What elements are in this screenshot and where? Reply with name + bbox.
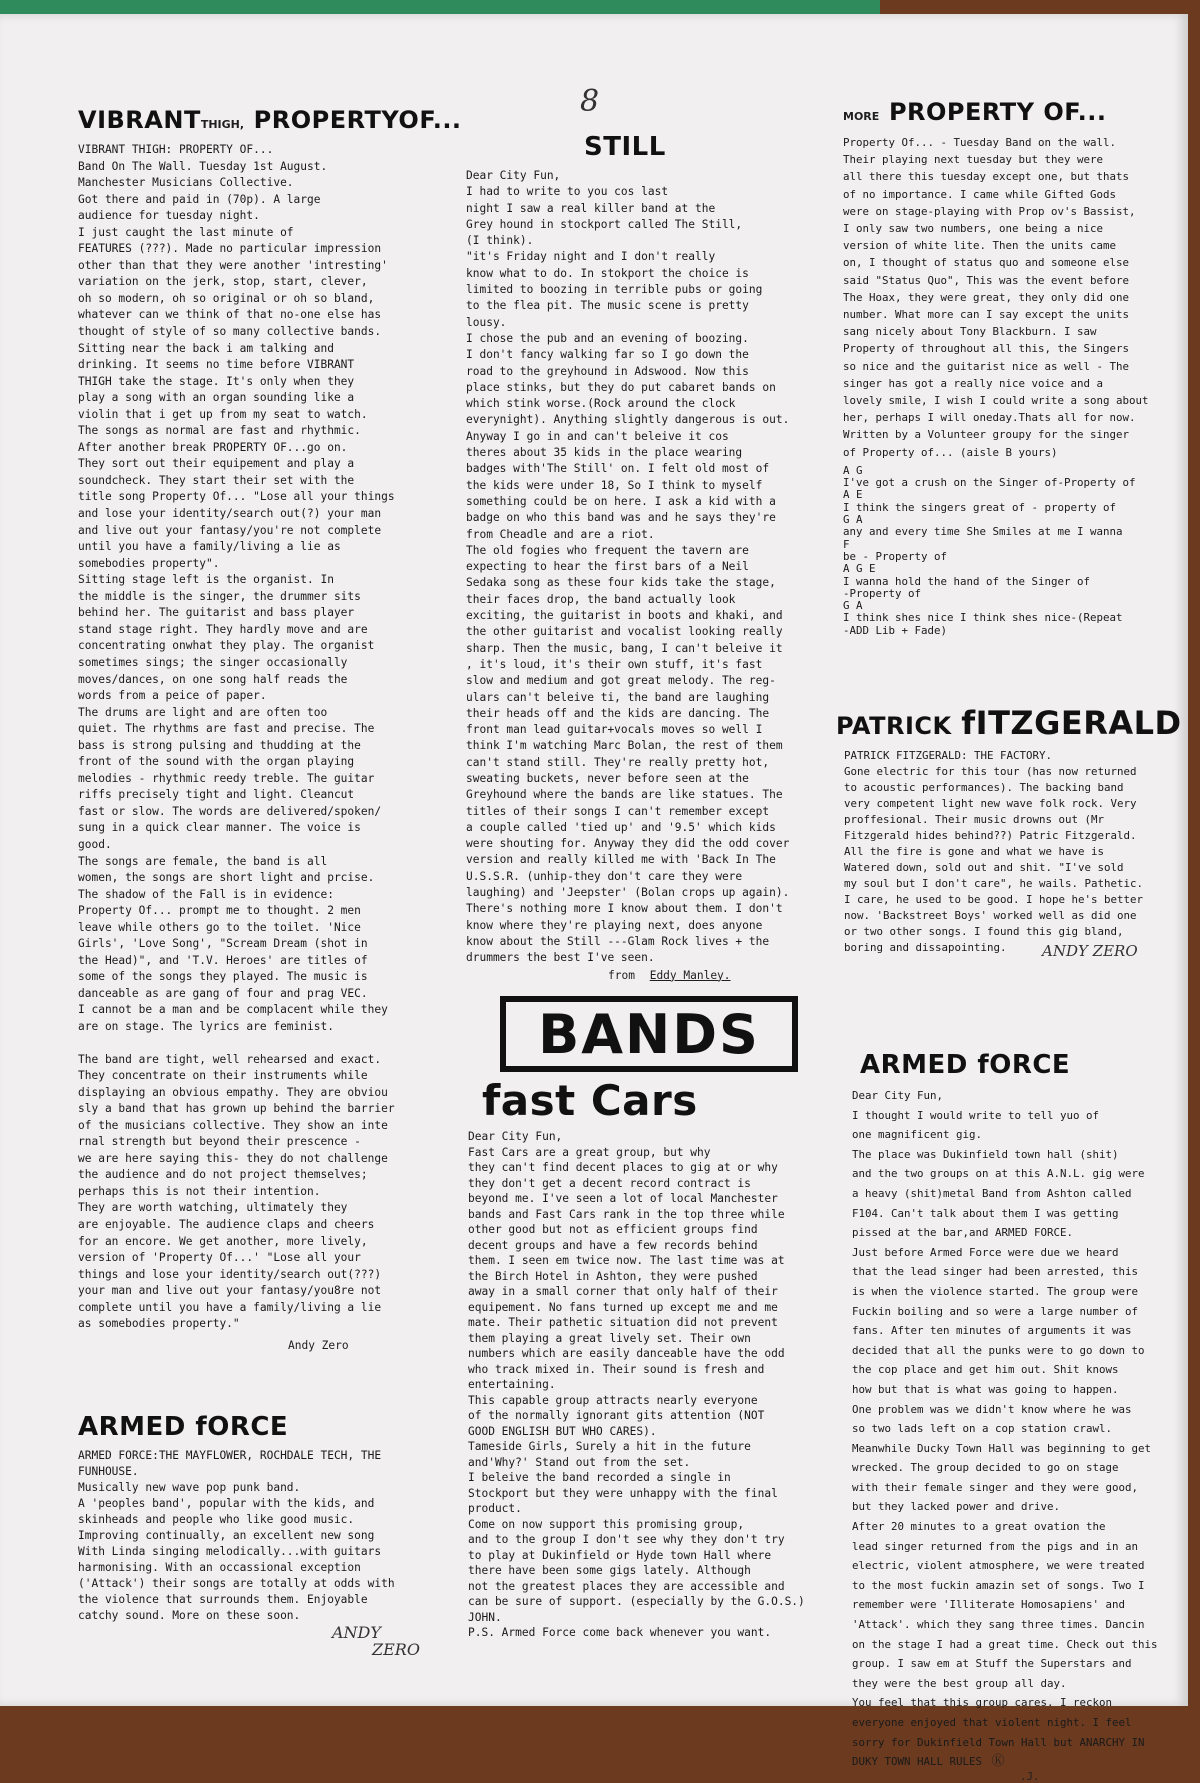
patrick-signature: ANDY ZERO [1042, 942, 1138, 960]
armed-left-signature-2: ZERO [372, 1640, 420, 1659]
bands-banner-label: BANDS [538, 1002, 760, 1066]
still-author: Eddy Manley. [649, 968, 731, 982]
more-property-review [843, 98, 1188, 637]
armed-left-heading: ARMED fORCE [78, 1412, 289, 1442]
patrick-heading [836, 704, 1188, 742]
still-heading: STILL [584, 132, 666, 162]
page-number-handwritten: 8 [580, 84, 600, 119]
armed-right-signoff: .J. [1020, 1769, 1040, 1783]
more-property-body: Property Of... - Tuesday Band on the wall. Their playing next tuesday but they were all there this tuesday except one, but thats of no importance. I came while Gifted Gods were on stage-playing with Prop ov's Bassist, I only saw two numbers, one being a nice version of white lite. Then the units came on, I thought of status quo and someone else said "Status Quo", This was the event before The Hoax, they were great, they only did one number. What more can I say except the units sang nicely about Tony Blackburn. I saw Property of throughout all this, the Singers so nice and the guitarist nice as well - The singer has got a really nice voice and a lovely smile, I wish I could write a song about her, perhaps I will oneday.Thats all for now. Written by a Volunteer groupy for the singer of Property of... (aisle B yours) [843, 136, 1149, 459]
more-property-song: A G I've got a crush on the Singer of-Property of A E I think the singers great of - property of G A any and every time She Smiles at me I wanna F be - Property of A G E I wanna hold the hand of the Singer of -Property of G A I think shes nice I think shes nice-(Repeat -ADD Lib + Fade) [843, 463, 1136, 637]
fast-cars-heading: fast Cars [482, 1076, 698, 1125]
vibrant-heading [78, 106, 462, 134]
vibrant-heading-rest: PROPERTYOF... [253, 106, 462, 134]
vibrant-body: VIBRANT THIGH: PROPERTY OF... Band On The Wall. Tuesday 1st August. Manchester Musicians Collective. Got there and paid in (70p). A large audience for tuesday night. I just caught the last minute of FEATURES (???). Made no particular impression other than that they were another 'intresting' variation on the jerk, stop, start, clever, oh so modern, oh so original or oh so bland, whatever can we think of that no-one else has thought of style of so many collective bands. Sitting near the back i am talking and drinking. It seems no time before VIBRANT THIGH take the stage. It's only when they play a song with an organ sounding like a violin that i get up from my seat to watch. The songs as normal are fast and rhythmic. After another break PROPERTY OF...go on. They sort out their equipement and play a soundcheck. They start their set with the title song Property Of... "Lose all your things and lose your identity/search out(?) your man and live out your fantasy/you're not complete until you have a family/living a lie as somebodies property". Sitting stage left is the organist. In the middle is the singer, the drummer sits behind her. The guitarist and bass player stand stage right. They hardly move and are concentrating onwhat they play. The organist sometimes sings; the singer occasionally moves/dances, on one song half reads the words from a peice of paper. The drums are light and are often too quiet. The rhythms are fast and precise. The bass is strong pulsing and thudding at the front of the sound with the organ playing melodies - rhythmic reedy treble. The guitar riffs precisely tight and light. Cleancut fast or slow. The words are delivered/spoken/ sung in a quick clear manner. The voice is good. The songs are female, the band is all women, the songs are short light and prcise. The shadow of the Fall is in evidence: Property Of... prompt me to thought. 2 men leave while others go to the toilet. 'Nice Girls', 'Love Song', "Scream Dream (shot in the Head)", and 'T.V. Heroes' are titles of some of the songs they played. The music is danceable as are gang of four and prag VEC. I cannot be a man and be complacent while they are on stage. The lyrics are feminist. [78, 143, 395, 1033]
still-signoff [608, 969, 846, 982]
vibrant-body-2: The band are tight, well rehearsed and exact. They concentrate on their instruments while displaying an obvious empathy. They are obviou sly a band that has grown up behind the barrier of the musicians collective. They show an inte rnal strength but beyond their prescence - we are here saying this- they do not challenge the audience and do not project themselves; perhaps this is not their intention. They are worth watching, ultimately they are enjoyable. The audience claps and cheers for an encore. We get another, more lively, version of 'Property Of...' "Lose all your things and lose your identity/search out(???) your man and live out your fantasy/you8re not complete until you have a family/living a lie as somebodies property." [78, 1052, 395, 1331]
more-property-heading-small: MORE [843, 110, 880, 123]
armed-right-heading: ARMED fORCE [860, 1050, 1071, 1080]
still-review [466, 132, 846, 982]
bands-banner [500, 996, 798, 1072]
armed-right-body: Dear City Fun, I thought I would write to tell yuo of one magnificent gig. The place was Dukinfield town hall (shit) and the two groups on at this A.N.L. gig were a heavy (shit)metal Band from Ashton called F104. Can't talk about them I was getting pissed at the bar,and ARMED FORCE. Just before Armed Force were due we heard that the lead singer had been arrested, this is when the violence started. The group were Fuckin boiling and so were a large number of fans. After ten minutes of arguments it was decided that all the punks were to go down to the cop place and get him out. Shit knows how but that is what was going to happen. One problem was we didn't know where he was so two lads left on a cop station crawl. Meanwhile Ducky Town Hall was beginning to get wrecked. The group decided to go on stage with their female singer and they were good, but they lacked power and drive. After 20 minutes to a great ovation the lead singer returned from the pigs and in an electric, violent atmosphere, we were treated to the most fuckin amazin set of songs. Two I remember were 'Illiterate Homosapiens' and 'Attack'. which they sang three times. Dancin on the stage I had a great time. Check out this group. I saw em at Stuff the Superstars and they were the best group all day. You feel that this group cares. I reckon everyone enjoyed that violent night. I feel sorry for Dukinfield Town Hall but ANARCHY IN DUKY TOWN HALL RULES [852, 1089, 1158, 1769]
more-property-heading-main: PROPERTY OF... [888, 98, 1107, 126]
patrick-body: PATRICK FITZGERALD: THE FACTORY. Gone electric for this tour (has now returned to acoustic performances). The backing band very competent light new wave folk rock. Very proffesional. Their music drowns out (Mr Fitzgerald hides behind??) Patric Fitzgerald. All the fire is gone and what we have is Watered down, sold out and shit. "I've sold my soul but I don't care", he wails. Pathetic. I care, he used to be good. I hope he's better now. 'Backstreet Boys' worked well as did one or two other songs. I found this gig bland, boring and dissapointing. [844, 749, 1144, 954]
armed-right-symbol: Ⓚ [991, 1754, 1005, 1770]
fast-cars-body: Dear City Fun, Fast Cars are a great group, but why they can't find decent places to gig at or why they don't get a decent record contract is beyond me. I've seen a lot of local Manchester bands and Fast Cars rank in the top three while other good but not as efficient groups find decent groups and have a few records behind them. I seen em twice now. The last time was at the Birch Hotel in Ashton, they were pushed away in a small corner that only half of their equipement. No fans turned up except me and me mate. Their pathetic situation did not prevent them playing a great lively set. Their own numbers which are easily danceable have the odd who track mixed in. Their sound is fresh and entertaining. This capable group attracts nearly everyone of the normally ignorant gits attention (NOT GOOD ENGLISH BUT WHO CARES). Tameside Girls, Surely a hit in the future and'Why?' Stand out from the set. I beleive the band recorded a single in Stockport but they were unhappy with the final product. Come on now support this promising group, and to the group I don't see why they don't try to play at Dukinfield or Hyde town Hall where there have been some gigs lately. Although not the greatest places they are accessible and can be sure of support. (especially by the G.O.S.) JOHN. P.S. Armed Force come back whenever you want. [468, 1130, 805, 1639]
vibrant-signoff: Andy Zero [288, 1338, 349, 1352]
still-from: from [608, 968, 635, 982]
armed-left-body: ARMED FORCE:THE MAYFLOWER, ROCHDALE TECH, THE FUNHOUSE. Musically new wave pop punk band. A 'peoples band', popular with the kids, and skinheads and people who like good music. Improving continually, an excellent new song With Linda singing melodically...with guitars harmonising. With an occassional exception ('Attack') their songs are totally at odds with the violence that surrounds them. Enjoyable catchy sound. More on these soon. [78, 1449, 395, 1622]
fast-cars-review [468, 1076, 848, 1641]
vibrant-heading-main: VIBRANT [78, 106, 201, 134]
patrick-heading-a: PATRICK [836, 712, 952, 740]
armed-left-signature-1: ANDY [332, 1623, 381, 1642]
armed-force-left-review [78, 1412, 458, 1659]
armed-force-right-review [852, 1050, 1188, 1783]
vibrant-thigh-review [78, 106, 462, 1352]
still-body: Dear City Fun, I had to write to you cos last night I saw a real killer band at the Grey hound in stockport called The Still, (I think). "it's Friday night and I don't really know what to do. In stokport the choice is limited to boozing in terrible pubs or going to the flea pit. The music scene is pretty lousy. I chose the pub and an evening of boozing. I don't fancy walking far so I go down the road to the greyhound in Adswood. Now this place stinks, but they do put cabaret bands on which stink worse.(Rock around the clock everynight). Anything slightly dangerous is out. Anyway I go in and can't beleive it cos theres about 35 kids in the place wearing badges with'The Still' on. I felt old most of the kids were under 18, So I think to myself something could be on here. I ask a kid with a badge on who this band was and he says they're from Cheadle and are a riot. The old fogies who frequent the tavern are expecting to hear the first bars of a Neil Sedaka song as these four kids take the stage, their faces drop, the band actually look exciting, the guitarist in boots and khaki, and the other guitarist and vocalist looking really sharp. Then the music, bang, I can't beleive it , it's loud, it's their own stuff, it's fast slow and medium and got great melody. The reg- ulars can't beleive ti, the band are laughing their heads off and the kids are dancing. The front man lead guitar+vocals moves so well I think I'm watching Marc Bolan, the rest of them can't stand still. They're really pretty hot, sweating buckets, never before seen at the Greyhound where the bands are like statues. The titles of their songs I can't remember except a couple called 'tied up' and '9.5' which kids were shouting for. Anyway they did the odd cover version and really killed me with 'Back In The U.S.S.R. (unhip-they don't care they were laughing) and 'Jeepster' (Bolan crops up again). There's nothing more I know about them. I don't know where they're playing next, does anyone know about the Still ---Glam Rock lives + the drummers the best I've seen. [466, 169, 790, 965]
patrick-heading-b: fITZGERALD [961, 704, 1182, 742]
more-property-heading [843, 98, 1188, 126]
vibrant-heading-small: THIGH, [200, 118, 245, 131]
zine-page [0, 14, 1188, 1783]
patrick-fitzgerald-review [836, 704, 1188, 960]
